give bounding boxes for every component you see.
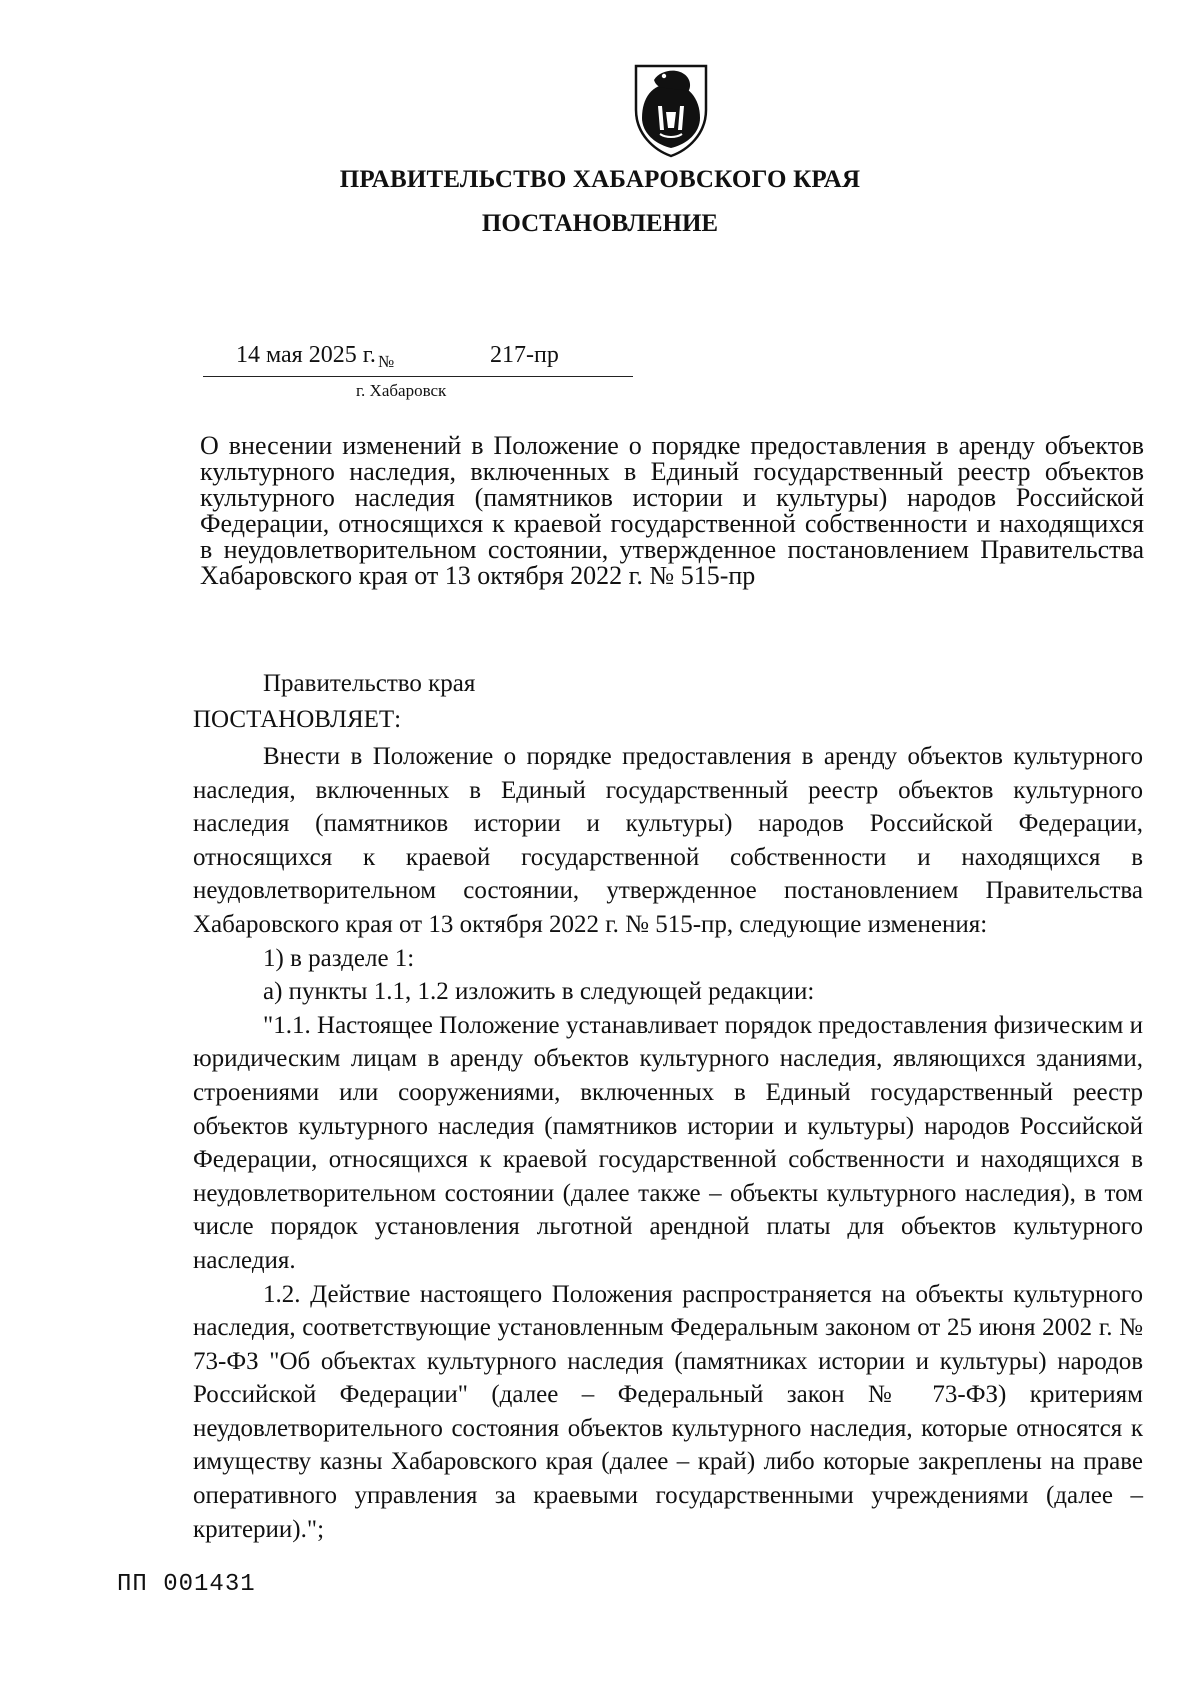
number-sign: №: [378, 352, 395, 371]
document-number: 217-пр: [490, 342, 559, 368]
body-paragraph: Внести в Положение о порядке предоставления в аренду объектов культурного наследия, включенных в Единый государственный реестр объектов культурного наследия (памятников истории и культуры) народов Российской Федерации, относящихся к краевой государственной собственности и находящихся в неудовлетворительном состоянии, утвержденное постановлением Правительства Хабаровского края от 13 октября 2022 г. № 515-пр, следующие изменения:: [193, 743, 1143, 938]
khabarovsk-coat-of-arms-icon: [630, 58, 712, 158]
document-subject: О внесении изменений в Положение о порядке предоставления в аренду объектов культурного наследия, включенных в Единый государственный реестр объектов культурного наследия (памятников истории и культуры) народов Российской Федерации, относящихся к краевой государственной собственности и находящихся в неудовлетворительном состоянии, утвержденное постановлением Правительства Хабаровского края от 13 октября 2022 г. № 515-пр: [200, 431, 1144, 590]
preamble-resolves: ПОСТАНОВЛЯЕТ:: [193, 706, 402, 733]
preamble-issuer: Правительство края: [263, 670, 476, 697]
body-paragraph: а) пункты 1.1, 1.2 изложить в следующей редакции:: [263, 978, 815, 1006]
document-requisites: [203, 342, 633, 377]
body-paragraph: 1.2. Действие настоящего Положения распространяется на объекты культурного наследия, соответствующие установленным Федеральным законом от 25 июня 2002 г. № 73-ФЗ "Об объектах культурного наследия (памятниках истории и культуры) народов Российской Федерации" (далее – Федеральный закон № 73-ФЗ) критериям неудовлетворительного состояния объектов культурного наследия, которые относятся к имуществу казны Хабаровского края (далее – край) либо которые закреплены на праве оперативного управления за краевыми государственными учреждениями (далее – критерии).";: [193, 1280, 1143, 1543]
document-date: 14 мая 2025 г.: [236, 342, 376, 368]
document-body: [193, 740, 1143, 1546]
body-paragraph: "1.1. Настоящее Положение устанавливает порядок предоставления физическим и юридическим лицам в аренду объектов культурного наследия, являющихся зданиями, строениями или сооружениями, включенных в Единый государственный реестр объектов культурного наследия (памятников истории и культуры) народов Российской Федерации, относящихся к краевой государственной собственности и находящихся в неудовлетворительном состоянии (далее также – объекты культурного наследия), в том числе порядок установления льготной арендной платы для объектов культурного наследия.: [193, 1011, 1143, 1274]
document-city: г. Хабаровск: [356, 381, 447, 400]
government-title: ПРАВИТЕЛЬСТВО ХАБАРОВСКОГО КРАЯ: [339, 166, 861, 193]
body-paragraph: 1) в разделе 1:: [263, 944, 415, 972]
document-type-title: ПОСТАНОВЛЕНИЕ: [481, 210, 719, 237]
form-serial-code: ПП 001431: [117, 1571, 256, 1598]
